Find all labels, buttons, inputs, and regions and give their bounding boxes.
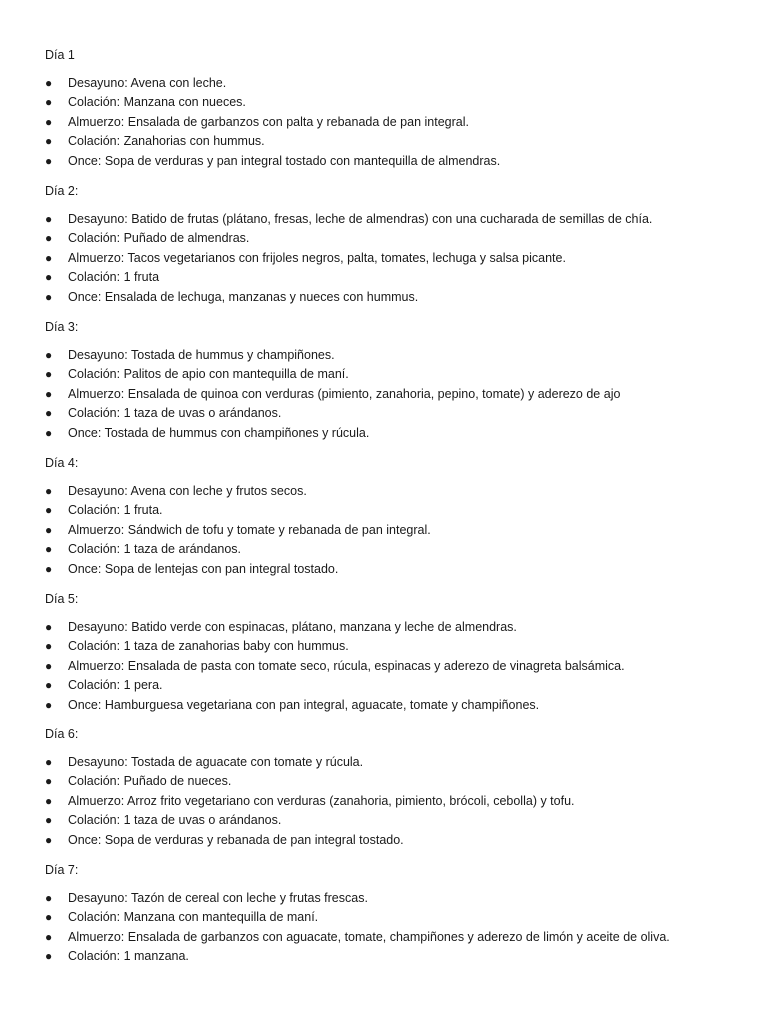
bullet-icon: ● — [45, 929, 53, 944]
meal-text: Once: Tostada de hummus con champiñones y rúcula. — [68, 425, 370, 440]
day-3-section — [45, 319, 745, 443]
bullet-icon: ● — [45, 561, 53, 576]
bullet-icon: ● — [45, 76, 53, 90]
day-5-meal-list — [45, 618, 745, 715]
bullet-icon: ● — [45, 658, 53, 673]
bullet-icon: ● — [45, 153, 53, 168]
meal-item — [45, 74, 745, 93]
bullet-icon: ● — [45, 949, 53, 964]
day-4-section — [45, 455, 745, 579]
meal-text: Almuerzo: Ensalada de garbanzos con aguacate, tomate, champiñones y aderezo de limón y aceite de oliva. — [68, 929, 670, 944]
meal-item — [45, 113, 745, 132]
meal-item — [45, 637, 745, 656]
meal-text: Desayuno: Batido verde con espinacas, plátano, manzana y leche de almendras. — [68, 620, 517, 634]
day-1-title: Día 1 — [45, 48, 75, 62]
day-1-section — [45, 47, 745, 171]
meal-text: Almuerzo: Ensalada de garbanzos con palta y rebanada de pan integral. — [68, 114, 469, 129]
day-3-title: Día 3: — [45, 320, 79, 334]
bullet-icon: ● — [45, 542, 53, 557]
bullet-icon: ● — [45, 813, 53, 828]
meal-text: Almuerzo: Tacos vegetarianos con frijoles negros, palta, tomates, lechuga y salsa picante. — [68, 250, 566, 265]
meal-item — [45, 288, 745, 307]
meal-item — [45, 424, 745, 443]
meal-text: Almuerzo: Sándwich de tofu y tomate y rebanada de pan integral. — [68, 522, 431, 537]
meal-item — [45, 152, 745, 171]
bullet-icon: ● — [45, 406, 53, 421]
meal-text: Desayuno: Avena con leche. — [68, 76, 227, 90]
meal-text: Colación: 1 manzana. — [68, 949, 189, 964]
meal-item — [45, 560, 745, 579]
meal-item — [45, 618, 745, 637]
bullet-icon: ● — [45, 522, 53, 537]
bullet-icon: ● — [45, 910, 53, 925]
meal-item — [45, 229, 745, 248]
meal-text: Almuerzo: Arroz frito vegetariano con verduras (zanahoria, pimiento, brócoli, cebolla) y tofu. — [68, 793, 575, 808]
bullet-icon: ● — [45, 697, 53, 712]
day-6-section — [45, 726, 745, 850]
meal-text: Colación: 1 pera. — [68, 678, 163, 693]
meal-text: Colación: Puñado de nueces. — [68, 774, 232, 789]
meal-text: Almuerzo: Ensalada de pasta con tomate seco, rúcula, espinacas y aderezo de vinagreta balsámica. — [68, 658, 625, 673]
bullet-icon: ● — [45, 425, 53, 440]
meal-item — [45, 365, 745, 384]
meal-item — [45, 132, 745, 151]
bullet-icon: ● — [45, 212, 53, 226]
day-6-meal-list — [45, 753, 745, 850]
meal-text: Colación: 1 taza de uvas o arándanos. — [68, 406, 282, 421]
meal-item — [45, 249, 745, 268]
meal-text: Almuerzo: Ensalada de quinoa con verduras (pimiento, zanahoria, pepino, tomate) y aderezo de ajo — [68, 386, 621, 401]
meal-text: Colación: 1 fruta — [68, 270, 160, 285]
meal-item — [45, 501, 745, 520]
bullet-icon: ● — [45, 270, 53, 285]
meal-item — [45, 831, 745, 850]
bullet-icon: ● — [45, 891, 53, 905]
meal-item — [45, 753, 745, 772]
meal-item — [45, 676, 745, 695]
meal-text: Colación: Puñado de almendras. — [68, 231, 250, 246]
day-4-title: Día 4: — [45, 456, 79, 470]
bullet-icon: ● — [45, 774, 53, 789]
meal-item — [45, 908, 745, 927]
meal-item — [45, 93, 745, 112]
day-2-section — [45, 183, 745, 307]
meal-text: Colación: 1 taza de uvas o arándanos. — [68, 813, 282, 828]
meal-text: Desayuno: Tazón de cereal con leche y frutas frescas. — [68, 891, 368, 905]
bullet-icon: ● — [45, 348, 53, 362]
meal-text: Once: Ensalada de lechuga, manzanas y nueces con hummus. — [68, 289, 419, 304]
meal-text: Desayuno: Tostada de hummus y champiñones. — [68, 348, 335, 362]
day-3-meal-list — [45, 346, 745, 443]
day-2-meal-list — [45, 210, 745, 307]
meal-item — [45, 928, 745, 947]
meal-text: Colación: Zanahorias con hummus. — [68, 134, 265, 149]
meal-item — [45, 482, 745, 501]
bullet-icon: ● — [45, 95, 53, 110]
bullet-icon: ● — [45, 832, 53, 847]
meal-text: Colación: Manzana con mantequilla de maní. — [68, 910, 319, 925]
bullet-icon: ● — [45, 114, 53, 129]
meal-item — [45, 210, 745, 229]
bullet-icon: ● — [45, 793, 53, 808]
meal-item — [45, 889, 745, 908]
day-1-meal-list — [45, 74, 745, 171]
bullet-icon: ● — [45, 503, 53, 518]
bullet-icon: ● — [45, 639, 53, 654]
day-6-title: Día 6: — [45, 727, 79, 741]
bullet-icon: ● — [45, 289, 53, 304]
meal-text: Desayuno: Avena con leche y frutos secos. — [68, 484, 307, 498]
meal-text: Once: Sopa de lentejas con pan integral tostado. — [68, 561, 339, 576]
meal-text: Colación: 1 taza de zanahorias baby con hummus. — [68, 639, 349, 654]
bullet-icon: ● — [45, 620, 53, 634]
meal-item — [45, 404, 745, 423]
bullet-icon: ● — [45, 678, 53, 693]
meal-text: Once: Hamburguesa vegetariana con pan integral, aguacate, tomate y champiñones. — [68, 697, 540, 712]
meal-item — [45, 268, 745, 287]
day-7-title: Día 7: — [45, 863, 79, 877]
bullet-icon: ● — [45, 755, 53, 769]
meal-text: Desayuno: Batido de frutas (plátano, fresas, leche de almendras) con una cucharada de semillas de chía. — [68, 212, 653, 226]
meal-text: Colación: Manzana con nueces. — [68, 95, 246, 110]
meal-text: Once: Sopa de verduras y pan integral tostado con mantequilla de almendras. — [68, 153, 501, 168]
meal-text: Once: Sopa de verduras y rebanada de pan integral tostado. — [68, 832, 404, 847]
day-2-title: Día 2: — [45, 184, 79, 198]
meal-item — [45, 772, 745, 791]
meal-text: Colación: 1 fruta. — [68, 503, 163, 518]
meal-item — [45, 792, 745, 811]
meal-text: Desayuno: Tostada de aguacate con tomate y rúcula. — [68, 755, 364, 769]
day-4-meal-list — [45, 482, 745, 579]
day-7-meal-list — [45, 889, 745, 967]
meal-item — [45, 657, 745, 676]
meal-item — [45, 811, 745, 830]
meal-item — [45, 540, 745, 559]
meal-item — [45, 385, 745, 404]
bullet-icon: ● — [45, 250, 53, 265]
day-7-section — [45, 862, 745, 967]
day-5-section — [45, 591, 745, 715]
meal-item — [45, 947, 745, 966]
bullet-icon: ● — [45, 231, 53, 246]
meal-text: Colación: 1 taza de arándanos. — [68, 542, 242, 557]
meal-text: Colación: Palitos de apio con mantequilla de maní. — [68, 367, 349, 382]
meal-item — [45, 346, 745, 365]
bullet-icon: ● — [45, 386, 53, 401]
meal-item — [45, 696, 745, 715]
bullet-icon: ● — [45, 484, 53, 498]
bullet-icon: ● — [45, 367, 53, 382]
day-5-title: Día 5: — [45, 592, 79, 606]
bullet-icon: ● — [45, 134, 53, 149]
meal-item — [45, 521, 745, 540]
